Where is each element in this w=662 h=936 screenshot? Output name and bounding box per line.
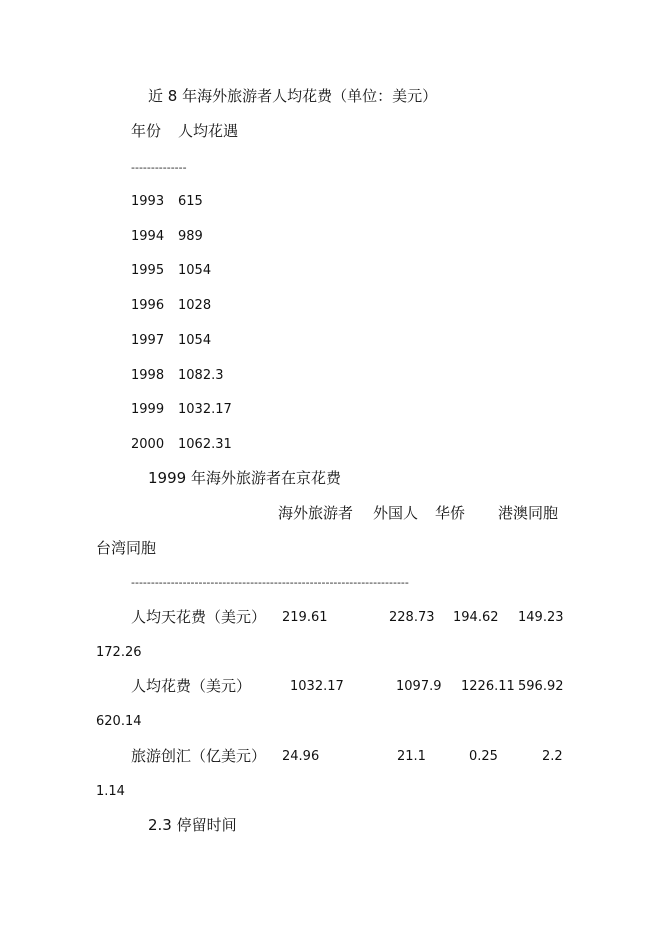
table2-header: 港澳同胞: [498, 504, 559, 522]
table1-year: 1995: [131, 263, 165, 278]
table2-cell: 1226.11: [461, 679, 515, 694]
table1-value: 1032.17: [178, 402, 232, 417]
table1-value: 1062.31: [178, 437, 232, 452]
table1-value: 615: [178, 194, 203, 209]
table1-year: 1999: [131, 402, 165, 417]
table2-separator: ----------------------------------------------------------------------: [131, 576, 409, 589]
table1-title: 近 8 年海外旅游者人均花费（单位：美元）: [148, 87, 438, 105]
table2-header: 台湾同胞: [96, 539, 157, 557]
table2-row-label: 旅游创汇（亿美元）: [131, 747, 267, 765]
table2-cell: 172.26: [96, 645, 142, 660]
section-heading: 2.3 停留时间: [148, 816, 237, 834]
table1-year: 1996: [131, 298, 165, 313]
table2-cell: 24.96: [282, 749, 320, 764]
table1-value: 1054: [178, 263, 212, 278]
table2-title: 1999 年海外旅游者在京花费: [148, 469, 341, 487]
table2-cell: 1032.17: [290, 679, 344, 694]
table2-cell: 21.1: [397, 749, 426, 764]
table2-header: 海外旅游者: [278, 504, 354, 522]
table1-value: 1028: [178, 298, 212, 313]
table2-cell: 149.23: [518, 610, 564, 625]
table1-col-value: 人均花遇: [178, 122, 239, 140]
table2-cell: 596.92: [518, 679, 564, 694]
table1-year: 1998: [131, 368, 165, 383]
table2-cell: 1097.9: [396, 679, 442, 694]
table2-cell: 219.61: [282, 610, 328, 625]
table1-separator: --------------: [131, 161, 187, 174]
table1-year: 2000: [131, 437, 165, 452]
table2-row-label: 人均花费（美元）: [131, 677, 252, 695]
table2-row-label: 人均天花费（美元）: [131, 608, 267, 626]
table2-cell: 620.14: [96, 714, 142, 729]
table2-cell: 194.62: [453, 610, 499, 625]
table2-cell: 1.14: [96, 784, 125, 799]
table1-year: 1994: [131, 229, 165, 244]
table1-year: 1997: [131, 333, 165, 348]
table2-header: 外国人: [373, 504, 419, 522]
table2-header: 华侨: [435, 504, 466, 522]
table1-value: 1082.3: [178, 368, 224, 383]
table2-cell: 228.73: [389, 610, 435, 625]
table1-value: 989: [178, 229, 203, 244]
table1-year: 1993: [131, 194, 165, 209]
table2-cell: 0.25: [469, 749, 498, 764]
table1-value: 1054: [178, 333, 212, 348]
table1-col-year: 年份: [131, 122, 162, 140]
table2-cell: 2.2: [542, 749, 563, 764]
